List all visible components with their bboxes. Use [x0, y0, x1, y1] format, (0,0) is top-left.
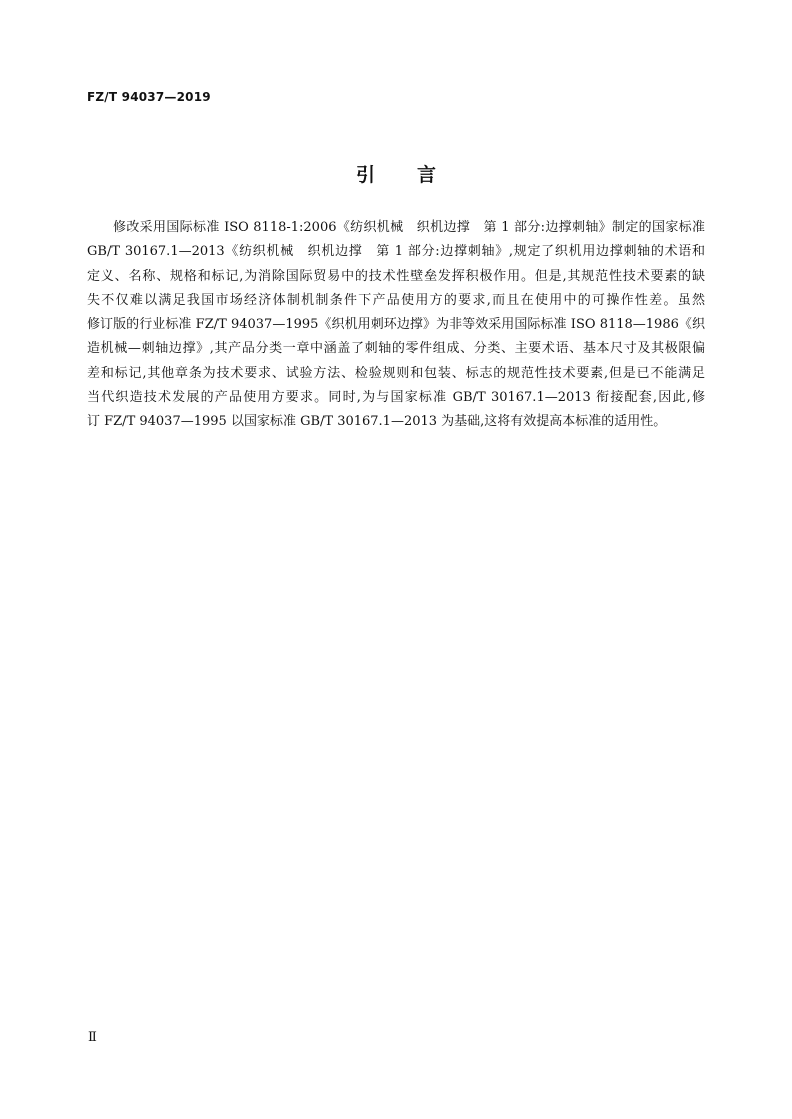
- introduction-body: [87, 216, 705, 435]
- paragraph-line: 造机械—刺轴边撑》,其产品分类一章中涵盖了刺轴的零件组成、分类、主要术语、基本尺寸及其极限偏: [87, 341, 705, 357]
- paragraph-line: 订 FZ/T 94037—1995 以国家标准 GB/T 30167.1—2013 为基础,这将有效提高本标准的适用性。: [87, 414, 667, 430]
- paragraph-line: 当代织造技术发展的产品使用方要求。同时,为与国家标准 GB/T 30167.1—2013 衔接配套,因此,修: [87, 390, 705, 406]
- standard-number-header: FZ/T 94037—2019: [87, 90, 211, 104]
- paragraph-line: 修改采用国际标准 ISO 8118-1:2006《纺织机械 织机边撑 第 1 部分:边撑刺轴》制定的国家标准: [113, 220, 705, 235]
- paragraph-line: 修订版的行业标准 FZ/T 94037—1995《织机用刺环边撑》为非等效采用国际标准 ISO 8118—1986《织: [87, 317, 705, 333]
- paragraph-line: 差和标记,其他章条为技术要求、试验方法、检验规则和包装、标志的规范性技术要素,但是已不能满足: [87, 365, 705, 381]
- paragraph-line: GB/T 30167.1—2013《纺织机械 织机边撑 第 1 部分:边撑刺轴》,规定了织机用边撑刺轴的术语和: [87, 244, 705, 260]
- page-number: Ⅱ: [88, 1030, 97, 1045]
- introduction-paragraph: [87, 216, 705, 435]
- paragraph-line: 定义、名称、规格和标记,为消除国际贸易中的技术性壁垒发挥积极作用。但是,其规范性技术要素的缺: [87, 268, 705, 284]
- paragraph-line: 失不仅难以满足我国市场经济体制机制条件下产品使用方的要求,而且在使用中的可操作性差。虽然: [87, 292, 705, 308]
- page-title: 引言: [355, 164, 478, 186]
